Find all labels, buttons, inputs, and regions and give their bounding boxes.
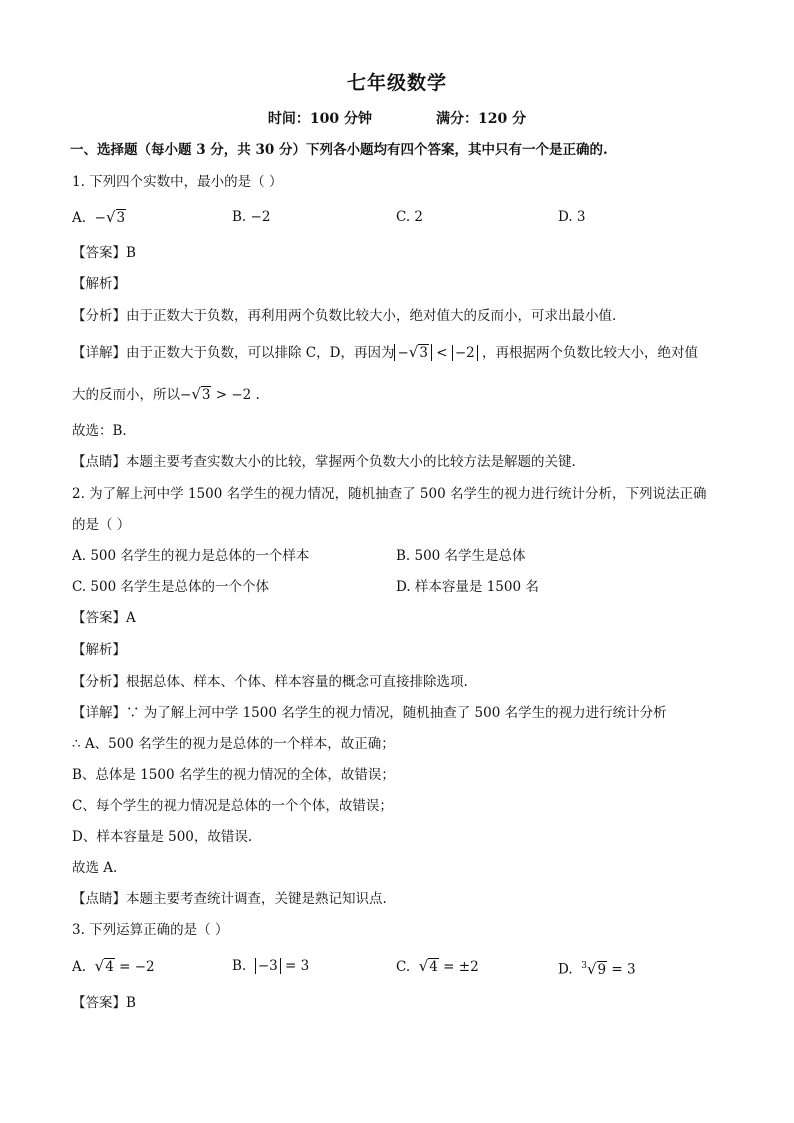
q2-option-a: A. 500 名学生的视力是总体的一个样本 — [72, 548, 310, 564]
sqrt-symbol: √4 — [94, 957, 114, 975]
question-1-stem: 1. 下列四个实数中，最小的是（ ） — [72, 174, 283, 190]
q1-option-a: A. −√3 — [72, 208, 126, 226]
q1-analysis-label: 【解析】 — [72, 276, 126, 292]
abs-value: −2 — [452, 345, 478, 361]
sqrt-symbol: √3 — [191, 385, 211, 403]
q1-detail-line1: 【详解】由于正数大于负数，可以排除 C，D，再因为 −√3 < −2 ，再根据两个负数比较大小，绝对值 — [72, 343, 699, 361]
cube-root-index: 3 — [581, 961, 587, 971]
q3-option-d: D. $^3$√9 = 3 — [558, 959, 636, 978]
q1-option-b: B. −2 — [232, 209, 271, 225]
q2-fenxi: 【分析】根据总体、样本、个体、样本容量的概念可直接排除选项. — [72, 674, 468, 690]
exam-info — [0, 108, 794, 128]
sqrt-symbol: √4 — [418, 957, 438, 975]
q2-dianjing: 【点睛】本题主要考查统计调查，关键是熟记知识点. — [72, 891, 387, 907]
page-title: 七年级数学 — [346, 72, 447, 94]
q2-analysis-label: 【解析】 — [72, 642, 126, 658]
abs-value: −√3 — [394, 344, 431, 361]
q1-fenxi: 【分析】由于正数大于负数，再利用两个负数比较大小，绝对值大的反而小，可求出最小值. — [72, 308, 617, 324]
q2-option-b: B. 500 名学生是总体 — [396, 548, 526, 564]
abs-value: −3 — [255, 958, 281, 974]
q1-detail-line2: 大的反而小，所以−√3 > −2 . — [72, 385, 260, 403]
cube-root-symbol: √9 — [586, 959, 607, 978]
q1-choice: 故选：B. — [72, 423, 127, 439]
q3-option-c: C. √4 = ±2 — [396, 957, 479, 975]
q2-line-a: ∴ A、500 名学生的视力是总体的一个样本，故正确； — [72, 736, 395, 752]
exam-score: 满分：120 分 — [436, 111, 527, 127]
q2-choice: 故选 A. — [72, 860, 118, 876]
question-2-stem-line1: 2. 为了解上河中学 1500 名学生的视力情况，随机抽查了 500 名学生的视力进行统计分析，下列说法正确 — [72, 486, 707, 502]
exam-time: 时间：100 分钟 — [267, 111, 372, 127]
sqrt-symbol: √3 — [105, 208, 126, 226]
q1-answer: 【答案】B — [72, 245, 136, 261]
q2-option-d: D. 样本容量是 1500 名 — [396, 579, 539, 595]
question-3-stem: 3. 下列运算正确的是（ ） — [72, 922, 229, 938]
q2-answer: 【答案】A — [72, 610, 136, 626]
q2-line-b: B、总体是 1500 名学生的视力情况的全体，故错误； — [72, 767, 395, 783]
q1-option-c: C. 2 — [396, 209, 424, 225]
q3-option-b: B. −3 = 3 — [232, 958, 310, 974]
q1-option-d: D. 3 — [558, 209, 586, 225]
q3-option-a: A. √4 = −2 — [72, 957, 155, 975]
question-2-stem-line2: 的是（ ） — [72, 517, 131, 533]
section-heading: 一、选择题（每小题 3 分，共 30 分）下列各小题均有四个答案，其中只有一个是正确的. — [70, 142, 608, 158]
q2-detail: 【详解】∵ 为了解上河中学 1500 名学生的视力情况，随机抽查了 500 名学生的视力进行统计分析 — [72, 705, 667, 721]
q1-dianjing: 【点睛】本题主要考查实数大小的比较，掌握两个负数大小的比较方法是解题的关键. — [72, 454, 576, 470]
q2-line-d: D、样本容量是 500，故错误. — [72, 829, 253, 845]
q2-line-c: C、每个学生的视力情况是总体的一个个体，故错误； — [72, 798, 393, 814]
q3-answer: 【答案】B — [72, 995, 136, 1011]
q2-option-c: C. 500 名学生是总体的一个个体 — [72, 579, 269, 595]
